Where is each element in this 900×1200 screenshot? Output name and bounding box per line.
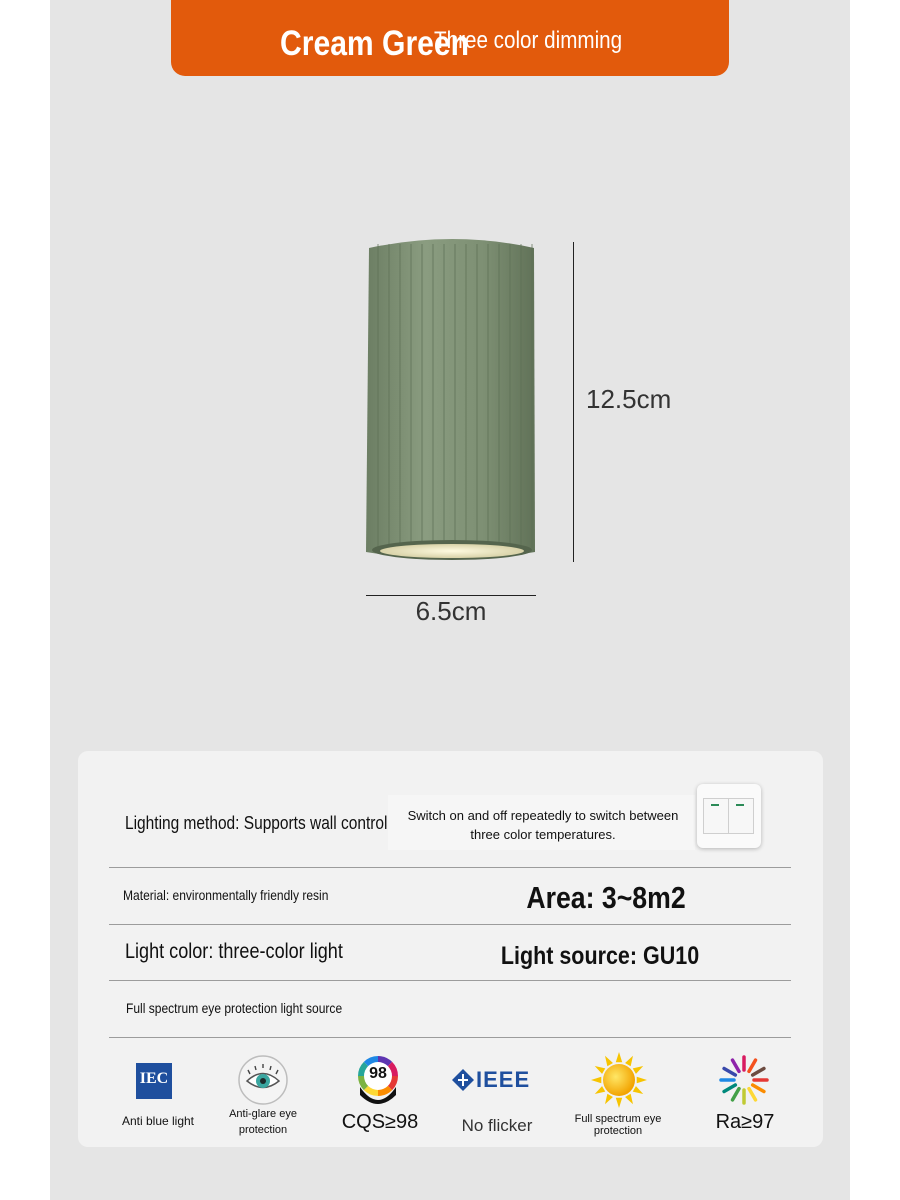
full-spectrum-text: Full spectrum eye protection light source <box>126 1000 343 1016</box>
feature-label: Anti blue light <box>121 1114 195 1128</box>
material-text: Material: environmentally friendly resin <box>123 887 329 903</box>
lamp-product-image <box>360 230 546 566</box>
wall-switch-icon <box>697 784 761 848</box>
feature-label: CQS≥98 <box>341 1111 419 1133</box>
cqs-number: 98 <box>369 1065 387 1082</box>
divider <box>109 867 791 868</box>
ieee-icon: IEEE <box>476 1067 531 1092</box>
feature-label: No flicker <box>461 1116 533 1135</box>
divider <box>109 924 791 925</box>
area-text: Area: 3~8m2 <box>526 880 686 915</box>
color-variant-title: Cream Green <box>280 24 470 63</box>
lighting-method-text: Lighting method: Supports wall control <box>125 813 388 833</box>
height-dimension-line <box>573 242 574 562</box>
height-dimension-label: 12.5cm <box>586 384 672 414</box>
iec-icon: IEC <box>136 1063 172 1099</box>
eye-icon <box>237 1054 289 1106</box>
light-source-text: Light source: GU10 <box>500 942 700 970</box>
divider <box>109 980 791 981</box>
ieee-diamond-icon <box>451 1068 475 1092</box>
ra-spectrum-icon <box>718 1054 770 1106</box>
sun-icon <box>590 1051 648 1109</box>
divider <box>109 1037 791 1038</box>
light-color-text: Light color: three-color light <box>125 940 343 963</box>
feature-label: Ra≥97 <box>715 1111 775 1133</box>
switch-hint-text: Switch on and off repeatedly to switch between three color temperatures. <box>407 808 679 842</box>
width-dimension-label: 6.5cm <box>415 596 487 626</box>
feature-label: Anti-glare eye protection <box>229 1108 297 1136</box>
dimming-subtitle: Three color dimming <box>434 27 623 54</box>
feature-label: Full spectrum eye protection <box>574 1113 662 1137</box>
